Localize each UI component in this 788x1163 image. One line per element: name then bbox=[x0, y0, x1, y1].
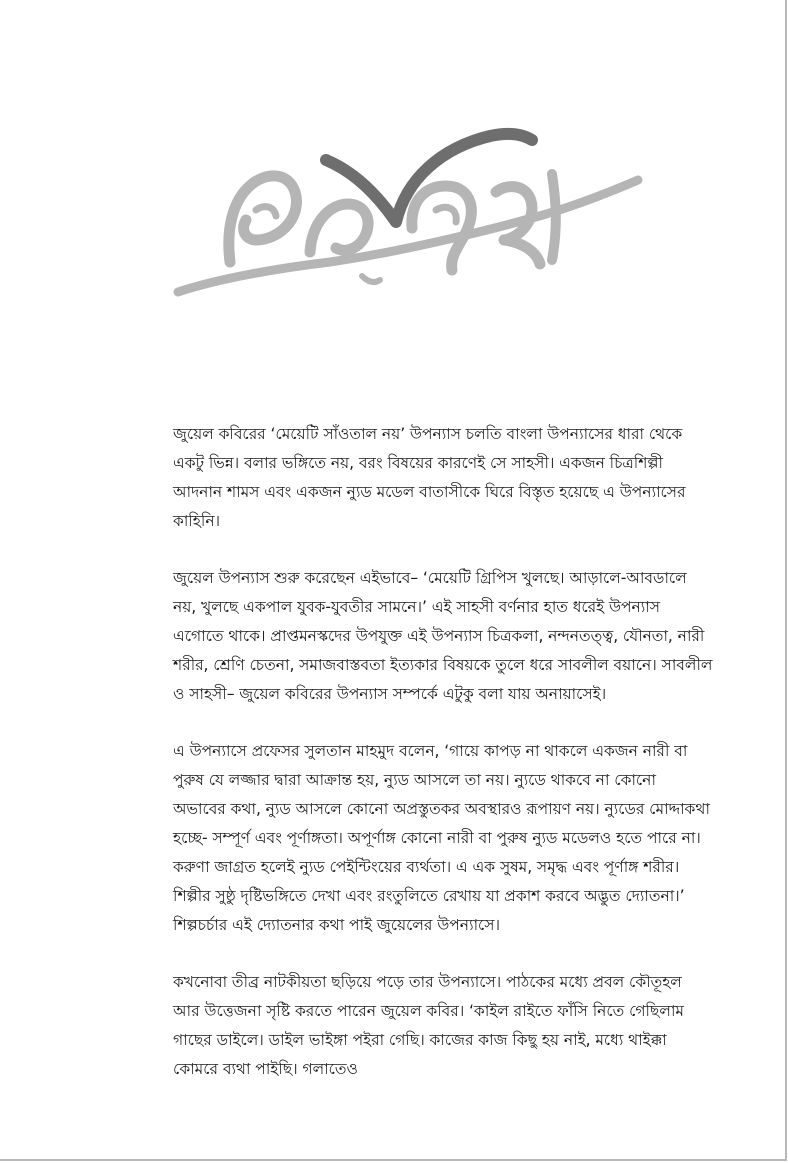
body-text bbox=[173, 420, 713, 1112]
paragraph-2: জুয়েল উপন্যাস শুরু করেছেন এইভাবে– ‘মেয়েটি গ্রিপিস খুলছে। আড়ালে-আবডালে নয়, খুলছে একপাল যুবক-যুবতীর সামনে।’ এই সাহসী বর্ণনার হাত ধরেই উপন্যাস এগোতে থাকে। প্রাপ্তমনস্কদের উপযুক্ত এই উপন্যাস চিত্রকলা, নন্দনতত্ত্ব, যৌনতা, নারী শরীর, শ্রেণি চেতনা, সমাজবাস্তবতা ইত্যকার বিষয়কে তুলে ধরে সাবলীল বয়ানে। সাবলীল ও সাহসী– জুয়েল কবিরের উপন্যাস সম্পর্কে এটুকু বলা যায় অনায়াসেই। bbox=[173, 569, 713, 703]
paragraph-4: কখনোবা তীব্র নাটকীয়তা ছড়িয়ে পড়ে তার উপন্যাসে। পাঠকের মধ্যে প্রবল কৌতূহল আর উত্তেজনা সৃষ্টি করতে পারেন জুয়েল কবির। ‘কাইল রাইতে ফাঁসি নিতে গেছিলাম গাছের ডাইলে। ডাইল ভাইঙ্গা পইরা গেছি। কাজের কাজ কিছু হয় নাই, মধ্যে থাইক্কা কোমরে ব্যথা পাইছি। গলাতেও bbox=[173, 973, 684, 1078]
paragraph-1: জুয়েল কবিরের ‘মেয়েটি সাঁওতাল নয়’ উপন্যাস চলতি বাংলা উপন্যাসের ধারা থেকে একটু ভিন্ন। বলার ভঙ্গিতে নয়, বরং বিষয়ের কারণেই সে সাহসী। একজন চিত্রশিল্পী আদনান শামস এবং একজন ন্যুড মডেল বাতাসীকে ঘিরে বিস্তৃত হয়েছে এ উপন্যাসের কাহিনি। bbox=[173, 425, 686, 530]
title-glyph-4-tail bbox=[552, 174, 556, 260]
calligraphic-title bbox=[160, 100, 660, 320]
paragraph-3: এ উপন্যাসে প্রফেসর সুলতান মাহমুদ বলেন, ‘গায়ে কাপড় না থাকলে একজন নারী বা পুরুষ যে লজ্জার দ্বারা আক্রান্ত হয়, ন্যুড আসলে তা নয়। ন্যুডে থাকবে না কোনো অভাবের কথা, ন্যুড আসলে কোনো অপ্রস্তুতকর অবস্থারও রূপায়ণ নয়। ন্যুডের মোদ্দাকথা হচ্ছে- সম্পূর্ণ এবং পূর্ণাঙ্গতা। অপূর্ণাঙ্গ কোনো নারী বা পুরুষ ন্যুড মডেলও হতে পারে না। করুণা জাগ্রত হলেই ন্যুড পেইন্টিংয়ের ব্যর্থতা। এ এক সুষম, সমৃদ্ধ এবং পূর্ণাঙ্গ শরীর। শিল্পীর সুষ্ঠু দৃষ্টিভঙ্গিতে দেখা এবং রংতুলিতে রেখায় যা প্রকাশ করবে অদ্ভুত দ্যোতনা।’ শিল্পচর্চার এই দ্যোতনার কথা পাই জুয়েলের উপন্যাসে। bbox=[173, 742, 710, 934]
title-glyph-1 bbox=[229, 176, 297, 262]
title-glyph-2-mark bbox=[362, 276, 380, 282]
title-glyph-3 bbox=[412, 186, 472, 270]
title-glyph-1-loop bbox=[256, 207, 276, 216]
title-glyph-3-hook bbox=[436, 207, 456, 222]
title-glyph-2 bbox=[310, 204, 368, 252]
